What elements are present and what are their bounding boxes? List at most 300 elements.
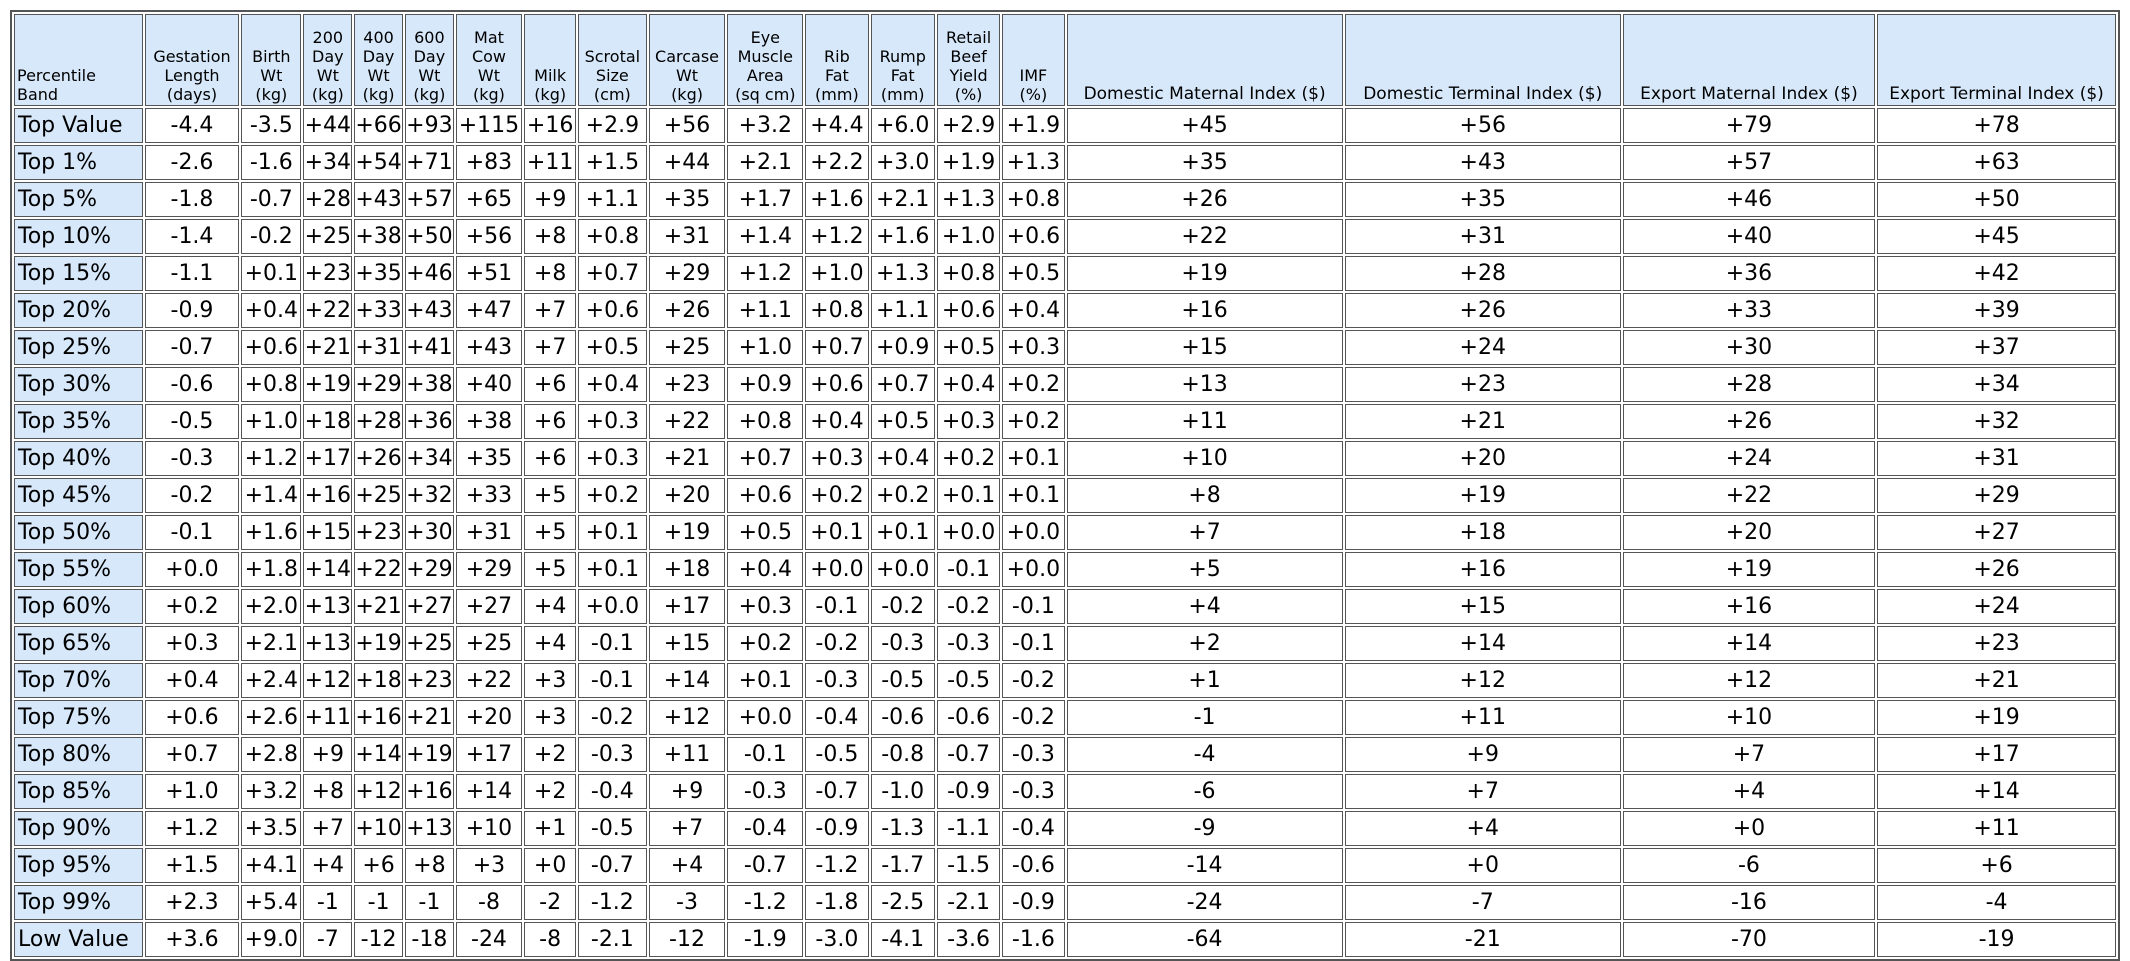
value-cell-rump: +0.4	[871, 441, 935, 476]
value-cell-eti: +27	[1877, 515, 2116, 550]
percentile-band-cell: Top 75%	[14, 700, 143, 735]
value-cell-w200: +34	[303, 145, 352, 180]
percentile-band-cell: Top 90%	[14, 811, 143, 846]
value-cell-w200: +28	[303, 182, 352, 217]
value-cell-imf: +0.4	[1002, 293, 1064, 328]
value-cell-rby: +1.0	[937, 219, 1000, 254]
value-cell-imf: +0.6	[1002, 219, 1064, 254]
value-cell-dmi: +5	[1067, 552, 1343, 587]
value-cell-rump: +0.1	[871, 515, 935, 550]
value-cell-dmi: +7	[1067, 515, 1343, 550]
value-cell-eti: +63	[1877, 145, 2116, 180]
value-cell-imf: +0.2	[1002, 404, 1064, 439]
value-cell-cw: +11	[649, 737, 726, 772]
value-cell-imf: +1.3	[1002, 145, 1064, 180]
column-header-label: Mat Cow Wt (kg)	[471, 28, 506, 104]
value-cell-w600: +93	[405, 108, 454, 143]
value-cell-w200: +14	[303, 552, 352, 587]
value-cell-bw: +0.1	[241, 256, 301, 291]
header-row	[14, 14, 2116, 106]
value-cell-w600: +36	[405, 404, 454, 439]
value-cell-ss: +0.8	[578, 219, 647, 254]
value-cell-imf: -0.9	[1002, 885, 1064, 920]
value-cell-emi: +20	[1623, 515, 1875, 550]
value-cell-cw: +15	[649, 626, 726, 661]
value-cell-w600: +43	[405, 293, 454, 328]
value-cell-rump: +1.1	[871, 293, 935, 328]
percentile-band-cell: Top 80%	[14, 737, 143, 772]
column-header-ss	[578, 14, 647, 106]
value-cell-dti: +31	[1345, 219, 1621, 254]
value-cell-w400: +10	[354, 811, 403, 846]
value-cell-w400: -12	[354, 922, 403, 957]
value-cell-cw: +23	[649, 367, 726, 402]
value-cell-gl: +0.6	[145, 700, 239, 735]
value-cell-gl: -0.6	[145, 367, 239, 402]
value-cell-w200: +44	[303, 108, 352, 143]
column-header-label: Eye Muscle Area (sq cm)	[735, 28, 796, 104]
value-cell-ema: +0.4	[727, 552, 803, 587]
value-cell-emi: +33	[1623, 293, 1875, 328]
value-cell-w600: +19	[405, 737, 454, 772]
percentile-band-cell: Top 45%	[14, 478, 143, 513]
value-cell-ss: +0.2	[578, 478, 647, 513]
value-cell-cw: +26	[649, 293, 726, 328]
value-cell-rump: +1.6	[871, 219, 935, 254]
value-cell-dti: +56	[1345, 108, 1621, 143]
value-cell-gl: +0.2	[145, 589, 239, 624]
value-cell-rib: -0.7	[805, 774, 868, 809]
value-cell-cw: -3	[649, 885, 726, 920]
value-cell-ema: +0.8	[727, 404, 803, 439]
table-row	[14, 552, 2116, 587]
value-cell-eti: +34	[1877, 367, 2116, 402]
value-cell-emi: +24	[1623, 441, 1875, 476]
value-cell-milk: +16	[524, 108, 576, 143]
value-cell-w200: +7	[303, 811, 352, 846]
value-cell-mcw: +33	[456, 478, 522, 513]
value-cell-emi: +46	[1623, 182, 1875, 217]
value-cell-milk: +4	[524, 589, 576, 624]
value-cell-w400: +26	[354, 441, 403, 476]
value-cell-emi: +30	[1623, 330, 1875, 365]
table-row	[14, 256, 2116, 291]
value-cell-emi: +14	[1623, 626, 1875, 661]
value-cell-gl: +0.0	[145, 552, 239, 587]
value-cell-rby: -0.6	[937, 700, 1000, 735]
value-cell-ss: -0.2	[578, 700, 647, 735]
value-cell-dti: +7	[1345, 774, 1621, 809]
value-cell-rib: +1.0	[805, 256, 868, 291]
value-cell-ema: -0.3	[727, 774, 803, 809]
value-cell-mcw: +38	[456, 404, 522, 439]
value-cell-rby: -3.6	[937, 922, 1000, 957]
value-cell-rby: -0.7	[937, 737, 1000, 772]
column-header-label: Rump Fat (mm)	[879, 47, 926, 104]
value-cell-rib: -0.9	[805, 811, 868, 846]
value-cell-emi: +40	[1623, 219, 1875, 254]
value-cell-w600: +25	[405, 626, 454, 661]
column-header-rib	[805, 14, 868, 106]
column-header-label: 600 Day Wt (kg)	[413, 28, 446, 104]
value-cell-cw: +56	[649, 108, 726, 143]
value-cell-bw: +4.1	[241, 848, 301, 883]
value-cell-milk: +3	[524, 700, 576, 735]
value-cell-mcw: +83	[456, 145, 522, 180]
value-cell-imf: -0.1	[1002, 589, 1064, 624]
value-cell-eti: +37	[1877, 330, 2116, 365]
value-cell-gl: +2.3	[145, 885, 239, 920]
value-cell-cw: +19	[649, 515, 726, 550]
value-cell-gl: +0.7	[145, 737, 239, 772]
value-cell-rby: -0.9	[937, 774, 1000, 809]
value-cell-imf: -1.6	[1002, 922, 1064, 957]
value-cell-w600: +30	[405, 515, 454, 550]
percentile-band-cell: Top 15%	[14, 256, 143, 291]
value-cell-cw: +22	[649, 404, 726, 439]
value-cell-ss: +0.4	[578, 367, 647, 402]
value-cell-dmi: +22	[1067, 219, 1343, 254]
value-cell-gl: -0.5	[145, 404, 239, 439]
value-cell-mcw: +65	[456, 182, 522, 217]
percentile-band-cell: Top 20%	[14, 293, 143, 328]
value-cell-emi: +57	[1623, 145, 1875, 180]
value-cell-ss: +0.1	[578, 515, 647, 550]
value-cell-dti: +24	[1345, 330, 1621, 365]
value-cell-ema: +0.5	[727, 515, 803, 550]
value-cell-cw: +4	[649, 848, 726, 883]
value-cell-ema: +1.2	[727, 256, 803, 291]
value-cell-ema: +2.1	[727, 145, 803, 180]
value-cell-eti: +31	[1877, 441, 2116, 476]
value-cell-mcw: +22	[456, 663, 522, 698]
value-cell-imf: -0.4	[1002, 811, 1064, 846]
value-cell-eti: +14	[1877, 774, 2116, 809]
value-cell-bw: +1.2	[241, 441, 301, 476]
value-cell-emi: +7	[1623, 737, 1875, 772]
value-cell-rump: +2.1	[871, 182, 935, 217]
value-cell-gl: +0.4	[145, 663, 239, 698]
value-cell-gl: -0.3	[145, 441, 239, 476]
value-cell-rib: +0.8	[805, 293, 868, 328]
column-header-label: Domestic Maternal Index ($)	[1083, 84, 1326, 104]
value-cell-milk: +5	[524, 552, 576, 587]
value-cell-milk: +3	[524, 663, 576, 698]
value-cell-bw: +5.4	[241, 885, 301, 920]
value-cell-w400: +12	[354, 774, 403, 809]
value-cell-dti: +20	[1345, 441, 1621, 476]
value-cell-w600: +41	[405, 330, 454, 365]
value-cell-gl: +3.6	[145, 922, 239, 957]
percentile-band-cell: Top 40%	[14, 441, 143, 476]
value-cell-bw: +3.5	[241, 811, 301, 846]
value-cell-imf: -0.1	[1002, 626, 1064, 661]
percentile-band-cell: Top 65%	[14, 626, 143, 661]
value-cell-rump: +0.0	[871, 552, 935, 587]
column-header-dti	[1345, 14, 1621, 106]
value-cell-emi: +19	[1623, 552, 1875, 587]
value-cell-gl: -1.8	[145, 182, 239, 217]
value-cell-w400: +22	[354, 552, 403, 587]
value-cell-gl: -0.2	[145, 478, 239, 513]
value-cell-ema: -1.9	[727, 922, 803, 957]
column-header-eti	[1877, 14, 2116, 106]
value-cell-imf: +0.0	[1002, 515, 1064, 550]
value-cell-eti: +23	[1877, 626, 2116, 661]
value-cell-w600: +16	[405, 774, 454, 809]
value-cell-cw: +44	[649, 145, 726, 180]
column-header-cw	[649, 14, 726, 106]
value-cell-w600: +38	[405, 367, 454, 402]
value-cell-cw: +12	[649, 700, 726, 735]
value-cell-rby: -0.3	[937, 626, 1000, 661]
column-header-label: Birth Wt (kg)	[252, 47, 291, 104]
value-cell-bw: +1.0	[241, 404, 301, 439]
value-cell-rump: -0.3	[871, 626, 935, 661]
value-cell-eti: +78	[1877, 108, 2116, 143]
table-row	[14, 811, 2116, 846]
value-cell-rib: -1.2	[805, 848, 868, 883]
table-row	[14, 145, 2116, 180]
column-header-imf	[1002, 14, 1064, 106]
value-cell-ema: +0.0	[727, 700, 803, 735]
value-cell-rump: -0.6	[871, 700, 935, 735]
value-cell-rump: -2.5	[871, 885, 935, 920]
column-header-label: Carcase Wt (kg)	[655, 47, 719, 104]
column-header-mcw	[456, 14, 522, 106]
value-cell-emi: +0	[1623, 811, 1875, 846]
value-cell-rump: +1.3	[871, 256, 935, 291]
value-cell-imf: +0.8	[1002, 182, 1064, 217]
table-row	[14, 182, 2116, 217]
value-cell-rib: +0.4	[805, 404, 868, 439]
value-cell-ss: +1.1	[578, 182, 647, 217]
value-cell-rby: +0.5	[937, 330, 1000, 365]
value-cell-ema: +1.7	[727, 182, 803, 217]
value-cell-emi: -6	[1623, 848, 1875, 883]
value-cell-dti: +11	[1345, 700, 1621, 735]
value-cell-eti: +50	[1877, 182, 2116, 217]
value-cell-rby: +0.2	[937, 441, 1000, 476]
column-header-label: Export Maternal Index ($)	[1640, 84, 1858, 104]
value-cell-dti: +43	[1345, 145, 1621, 180]
value-cell-rib: -0.1	[805, 589, 868, 624]
value-cell-rby: +2.9	[937, 108, 1000, 143]
value-cell-imf: +0.3	[1002, 330, 1064, 365]
value-cell-w400: +29	[354, 367, 403, 402]
column-header-milk	[524, 14, 576, 106]
table-row	[14, 293, 2116, 328]
value-cell-ss: +1.5	[578, 145, 647, 180]
value-cell-imf: +0.5	[1002, 256, 1064, 291]
column-header-dmi	[1067, 14, 1343, 106]
value-cell-dti: +35	[1345, 182, 1621, 217]
column-header-w200	[303, 14, 352, 106]
value-cell-mcw: +47	[456, 293, 522, 328]
percentile-band-cell: Top 5%	[14, 182, 143, 217]
table-row	[14, 404, 2116, 439]
value-cell-dti: -7	[1345, 885, 1621, 920]
table-row	[14, 589, 2116, 624]
value-cell-mcw: +17	[456, 737, 522, 772]
column-header-w400	[354, 14, 403, 106]
value-cell-ss: -2.1	[578, 922, 647, 957]
value-cell-w400: +66	[354, 108, 403, 143]
value-cell-w400: +25	[354, 478, 403, 513]
value-cell-gl: -0.1	[145, 515, 239, 550]
value-cell-rump: -0.8	[871, 737, 935, 772]
percentile-table	[10, 10, 2120, 961]
value-cell-bw: -0.7	[241, 182, 301, 217]
percentile-band-cell: Top 99%	[14, 885, 143, 920]
value-cell-rump: -1.7	[871, 848, 935, 883]
value-cell-rib: +0.3	[805, 441, 868, 476]
column-header-label: Retail Beef Yield (%)	[945, 28, 992, 104]
value-cell-dmi: -9	[1067, 811, 1343, 846]
table-row	[14, 700, 2116, 735]
value-cell-dti: +28	[1345, 256, 1621, 291]
value-cell-ss: +0.6	[578, 293, 647, 328]
value-cell-w200: +11	[303, 700, 352, 735]
value-cell-mcw: +40	[456, 367, 522, 402]
value-cell-rby: +0.6	[937, 293, 1000, 328]
value-cell-w200: +16	[303, 478, 352, 513]
value-cell-w200: +22	[303, 293, 352, 328]
value-cell-cw: +25	[649, 330, 726, 365]
value-cell-mcw: -8	[456, 885, 522, 920]
table-row	[14, 367, 2116, 402]
value-cell-w400: +14	[354, 737, 403, 772]
percentile-band-cell: Top 95%	[14, 848, 143, 883]
column-header-ema	[727, 14, 803, 106]
table-row	[14, 885, 2116, 920]
value-cell-w200: -1	[303, 885, 352, 920]
value-cell-rib: -0.5	[805, 737, 868, 772]
value-cell-emi: +10	[1623, 700, 1875, 735]
value-cell-w400: +19	[354, 626, 403, 661]
value-cell-dti: +26	[1345, 293, 1621, 328]
value-cell-dmi: +45	[1067, 108, 1343, 143]
value-cell-mcw: +20	[456, 700, 522, 735]
table-row	[14, 515, 2116, 550]
value-cell-milk: +9	[524, 182, 576, 217]
value-cell-gl: +1.0	[145, 774, 239, 809]
value-cell-bw: -1.6	[241, 145, 301, 180]
percentile-band-cell: Top 1%	[14, 145, 143, 180]
value-cell-w600: -18	[405, 922, 454, 957]
value-cell-w200: +13	[303, 589, 352, 624]
value-cell-rib: +4.4	[805, 108, 868, 143]
column-header-label: Milk (kg)	[534, 66, 567, 104]
value-cell-rby: +0.1	[937, 478, 1000, 513]
value-cell-mcw: +27	[456, 589, 522, 624]
value-cell-eti: +21	[1877, 663, 2116, 698]
value-cell-emi: +16	[1623, 589, 1875, 624]
value-cell-imf: +1.9	[1002, 108, 1064, 143]
value-cell-rump: -1.3	[871, 811, 935, 846]
value-cell-rib: -3.0	[805, 922, 868, 957]
value-cell-gl: -0.7	[145, 330, 239, 365]
value-cell-imf: -0.6	[1002, 848, 1064, 883]
value-cell-emi: +26	[1623, 404, 1875, 439]
value-cell-w400: +43	[354, 182, 403, 217]
value-cell-dti: +14	[1345, 626, 1621, 661]
value-cell-bw: +2.4	[241, 663, 301, 698]
column-header-label: 200 Day Wt (kg)	[311, 28, 344, 104]
value-cell-dti: +15	[1345, 589, 1621, 624]
table-row	[14, 737, 2116, 772]
value-cell-emi: +28	[1623, 367, 1875, 402]
column-header-label: Scrotal Size (cm)	[584, 47, 641, 104]
value-cell-rby: +1.3	[937, 182, 1000, 217]
value-cell-w600: +34	[405, 441, 454, 476]
value-cell-milk: +6	[524, 367, 576, 402]
value-cell-rib: +2.2	[805, 145, 868, 180]
value-cell-eti: +24	[1877, 589, 2116, 624]
value-cell-w400: +21	[354, 589, 403, 624]
percentile-band-cell: Top 85%	[14, 774, 143, 809]
value-cell-rby: +0.0	[937, 515, 1000, 550]
value-cell-emi: +79	[1623, 108, 1875, 143]
value-cell-dmi: -64	[1067, 922, 1343, 957]
column-header-gl	[145, 14, 239, 106]
value-cell-bw: +1.6	[241, 515, 301, 550]
value-cell-ss: -0.5	[578, 811, 647, 846]
value-cell-w200: +25	[303, 219, 352, 254]
value-cell-w600: +23	[405, 663, 454, 698]
value-cell-w200: +9	[303, 737, 352, 772]
value-cell-ema: +0.1	[727, 663, 803, 698]
value-cell-cw: +14	[649, 663, 726, 698]
value-cell-w400: +33	[354, 293, 403, 328]
value-cell-eti: +19	[1877, 700, 2116, 735]
percentile-band-cell: Top Value	[14, 108, 143, 143]
value-cell-w600: +8	[405, 848, 454, 883]
value-cell-dmi: +10	[1067, 441, 1343, 476]
value-cell-rump: +0.2	[871, 478, 935, 513]
value-cell-milk: +7	[524, 293, 576, 328]
value-cell-dmi: +13	[1067, 367, 1343, 402]
value-cell-rump: -4.1	[871, 922, 935, 957]
value-cell-w400: +38	[354, 219, 403, 254]
value-cell-imf: -0.3	[1002, 774, 1064, 809]
value-cell-milk: +2	[524, 774, 576, 809]
value-cell-mcw: +10	[456, 811, 522, 846]
value-cell-eti: -4	[1877, 885, 2116, 920]
value-cell-rib: +1.6	[805, 182, 868, 217]
value-cell-ema: -0.1	[727, 737, 803, 772]
value-cell-dmi: -14	[1067, 848, 1343, 883]
value-cell-rump: +0.7	[871, 367, 935, 402]
table-row	[14, 478, 2116, 513]
value-cell-dmi: +2	[1067, 626, 1343, 661]
value-cell-rump: +0.5	[871, 404, 935, 439]
value-cell-cw: +29	[649, 256, 726, 291]
value-cell-ss: +0.5	[578, 330, 647, 365]
value-cell-ema: +0.7	[727, 441, 803, 476]
value-cell-ss: -0.4	[578, 774, 647, 809]
value-cell-w200: -7	[303, 922, 352, 957]
value-cell-ema: -1.2	[727, 885, 803, 920]
value-cell-bw: +9.0	[241, 922, 301, 957]
value-cell-gl: -2.6	[145, 145, 239, 180]
value-cell-dmi: -24	[1067, 885, 1343, 920]
percentile-band-cell: Top 30%	[14, 367, 143, 402]
column-header-label: IMF (%)	[1019, 66, 1048, 104]
value-cell-w400: +31	[354, 330, 403, 365]
value-cell-imf: +0.0	[1002, 552, 1064, 587]
value-cell-mcw: +14	[456, 774, 522, 809]
